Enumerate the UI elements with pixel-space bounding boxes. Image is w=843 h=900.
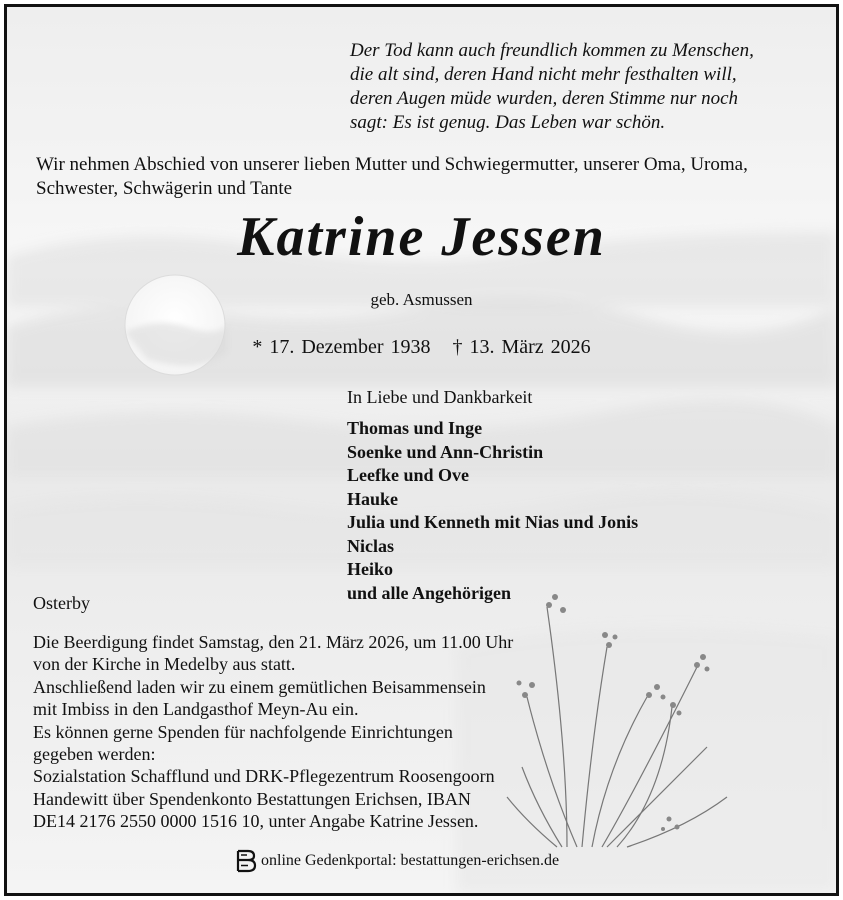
funeral-line: von der Kirche in Medelby aus statt. [33,654,296,675]
mourner-name: Hauke [347,488,399,509]
funeral-line: mit Imbiss in den Landgasthof Meyn-Au ein. [33,699,359,720]
funeral-line: gegeben werden: [33,744,156,765]
mourners-list [347,417,638,605]
mourner-name: und alle Angehörigen [347,582,512,603]
mourner-name: Heiko [347,559,394,579]
bestatter-logo-icon [235,849,257,873]
mourner-name: Niclas [347,535,394,556]
portal-text[interactable]: online Gedenkportal: bestattungen-erichsen.de [261,852,560,869]
poem-line: deren Augen müde wurden, deren Stimme nur noch [350,88,739,109]
poem [350,39,820,135]
funeral-line: DE14 2176 2550 0000 1516 10, unter Angabe Katrine Jessen. [33,811,479,832]
intro-text [36,153,826,201]
funeral-line: Anschließend laden wir zu einem gemütlichen Beisammensein [33,676,486,697]
mourner-name: Julia und Kenneth mit Nias und Jonis [347,512,639,532]
poem-line: Der Tod kann auch freundlich kommen zu Menschen, [350,40,754,61]
funeral-line: Es können gerne Spenden für nachfolgende Einrichtungen [33,721,453,742]
life-dates [7,336,836,359]
mourner-name: Thomas und Inge [347,418,483,438]
mourner-name: Leefke und Ove [347,465,470,485]
funeral-line: Die Beerdigung findet Samstag, den 21. März 2026, um 11.00 Uhr [33,632,514,652]
poem-line: sagt: Es ist genug. Das Leben war schön. [350,112,666,133]
intro-line: Wir nehmen Abschied von unserer lieben Mutter und Schwiegermutter, unserer Oma, Uroma, [36,154,748,175]
obituary-frame [4,4,839,896]
birth-date: * 17. Dezember 1938 [252,336,431,358]
death-date: † 13. März 2026 [452,336,591,358]
deceased-name: Katrine Jessen [237,206,606,268]
poem-line: die alt sind, deren Hand nicht mehr festhalten will, [350,64,737,85]
maiden-name: geb. Asmussen [370,290,473,309]
intro-line: Schwester, Schwägerin und Tante [36,178,293,199]
memorial-portal [235,849,559,873]
funeral-line: Sozialstation Schafflund und DRK-Pflegezentrum Roosengoorn [33,766,495,787]
place-name: Osterby [33,593,90,613]
mourner-name: Soenke und Ann-Christin [347,441,544,462]
funeral-line: Handewitt über Spendenkonto Bestattungen Erichsen, IBAN [33,788,471,809]
mourners-heading: In Liebe und Dankbarkeit [347,387,533,407]
funeral-details [33,631,513,833]
